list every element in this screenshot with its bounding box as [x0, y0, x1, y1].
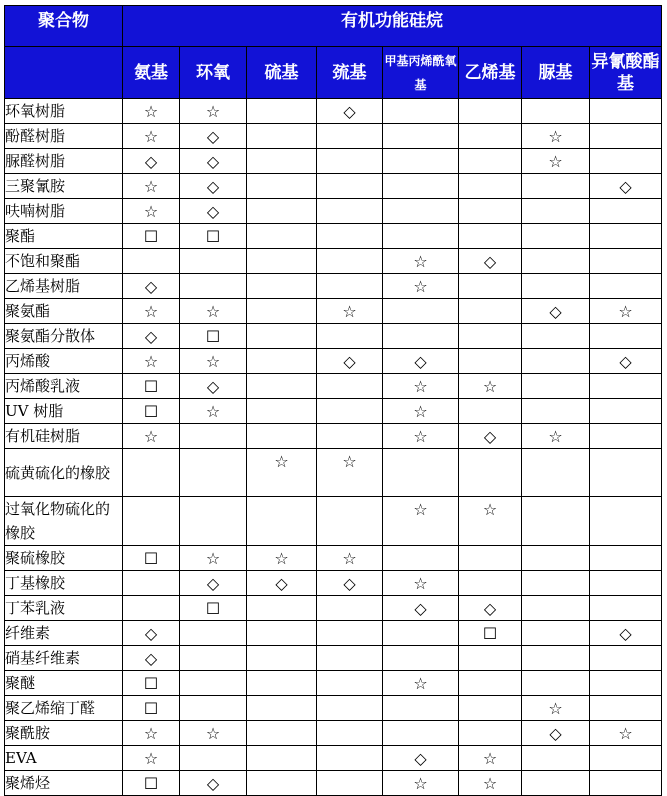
compatibility-cell: [459, 149, 522, 174]
compatibility-cell: [247, 746, 317, 771]
polymer-name: UV 树脂: [5, 399, 123, 424]
compatibility-cell: [459, 199, 522, 224]
table-row: [5, 374, 662, 399]
compatibility-cell: ☐: [123, 671, 180, 696]
compatibility-cell: [459, 671, 522, 696]
compatibility-cell: [383, 324, 459, 349]
compatibility-cell: ◇: [123, 621, 180, 646]
compatibility-cell: [247, 299, 317, 324]
compatibility-cell: [247, 696, 317, 721]
compatibility-cell: [247, 771, 317, 796]
polymer-name: 聚醚: [5, 671, 123, 696]
compatibility-cell: [522, 571, 590, 596]
compatibility-cell: ◇: [180, 149, 247, 174]
compatibility-cell: ◇: [383, 746, 459, 771]
compatibility-cell: [383, 99, 459, 124]
table-row: [5, 124, 662, 149]
compatibility-cell: ☐: [180, 596, 247, 621]
compatibility-cell: [180, 646, 247, 671]
compatibility-cell: [590, 424, 662, 449]
compatibility-cell: ☆: [383, 771, 459, 796]
compatibility-cell: [590, 671, 662, 696]
compatibility-cell: [123, 249, 180, 274]
compatibility-cell: [590, 149, 662, 174]
compatibility-cell: [317, 771, 383, 796]
silane-type-header: 巯基: [317, 47, 383, 99]
compatibility-cell: ☆: [590, 721, 662, 746]
compatibility-cell: [123, 497, 180, 546]
compatibility-cell: [459, 99, 522, 124]
polymer-name: 聚乙烯缩丁醛: [5, 696, 123, 721]
polymer-name: 聚氨酯分散体: [5, 324, 123, 349]
compatibility-cell: ◇: [459, 596, 522, 621]
polymer-name: 丁苯乳液: [5, 596, 123, 621]
table-row: [5, 149, 662, 174]
compatibility-cell: [459, 174, 522, 199]
table-row: [5, 424, 662, 449]
table-row: [5, 671, 662, 696]
compatibility-cell: ☆: [123, 199, 180, 224]
compatibility-cell: ◇: [522, 721, 590, 746]
compatibility-cell: [383, 149, 459, 174]
compatibility-cell: ☆: [123, 349, 180, 374]
compatibility-cell: [180, 696, 247, 721]
compatibility-cell: [459, 324, 522, 349]
compatibility-cell: [247, 349, 317, 374]
polymer-name: 酚醛树脂: [5, 124, 123, 149]
compatibility-cell: [317, 621, 383, 646]
compatibility-cell: [383, 646, 459, 671]
page-top-text-fragment: [8, 0, 660, 3]
polymer-name: 丁基橡胶: [5, 571, 123, 596]
compatibility-cell: ☆: [180, 546, 247, 571]
compatibility-cell: [383, 224, 459, 249]
compatibility-cell: [317, 696, 383, 721]
compatibility-cell: ◇: [590, 349, 662, 374]
functional-silane-header: 有机功能硅烷: [123, 6, 662, 47]
compatibility-cell: ☆: [459, 374, 522, 399]
compatibility-cell: [459, 449, 522, 497]
compatibility-cell: [317, 249, 383, 274]
compatibility-cell: [522, 596, 590, 621]
table-row: [5, 174, 662, 199]
compatibility-cell: [590, 596, 662, 621]
silane-type-header: 硫基: [247, 47, 317, 99]
compatibility-cell: ◇: [180, 771, 247, 796]
compatibility-cell: ☆: [180, 399, 247, 424]
silane-compatibility-table: [4, 5, 662, 796]
compatibility-cell: [317, 224, 383, 249]
polymer-name: 聚硫橡胶: [5, 546, 123, 571]
compatibility-cell: [247, 497, 317, 546]
compatibility-cell: [180, 424, 247, 449]
compatibility-cell: ☆: [317, 449, 383, 497]
compatibility-cell: [383, 546, 459, 571]
compatibility-cell: ☆: [383, 571, 459, 596]
compatibility-cell: [317, 399, 383, 424]
compatibility-cell: ☐: [123, 546, 180, 571]
compatibility-cell: ☐: [123, 224, 180, 249]
polymer-name: 环氧树脂: [5, 99, 123, 124]
compatibility-cell: ☆: [459, 771, 522, 796]
compatibility-cell: [383, 299, 459, 324]
compatibility-cell: [590, 399, 662, 424]
compatibility-cell: [522, 497, 590, 546]
compatibility-cell: [383, 696, 459, 721]
polymer-name: 聚烯烃: [5, 771, 123, 796]
compatibility-cell: [459, 696, 522, 721]
compatibility-cell: [459, 224, 522, 249]
compatibility-cell: [247, 149, 317, 174]
compatibility-cell: ◇: [317, 99, 383, 124]
compatibility-cell: [247, 721, 317, 746]
compatibility-cell: ☆: [123, 721, 180, 746]
compatibility-cell: [317, 721, 383, 746]
table-row: [5, 99, 662, 124]
compatibility-cell: ☆: [522, 696, 590, 721]
polymer-header-blank: [5, 47, 123, 99]
compatibility-cell: [247, 274, 317, 299]
compatibility-cell: [317, 497, 383, 546]
compatibility-cell: ◇: [317, 571, 383, 596]
compatibility-cell: [522, 324, 590, 349]
compatibility-cell: [590, 771, 662, 796]
table-row: [5, 546, 662, 571]
table-row: [5, 299, 662, 324]
compatibility-cell: [590, 124, 662, 149]
table-row: [5, 571, 662, 596]
compatibility-cell: ☆: [522, 149, 590, 174]
compatibility-cell: [317, 671, 383, 696]
table-row: [5, 497, 662, 546]
compatibility-cell: [247, 99, 317, 124]
polymer-column-header: 聚合物: [5, 6, 123, 47]
page-bottom-text-fragment: [8, 785, 660, 790]
compatibility-cell: ☆: [317, 546, 383, 571]
polymer-name: 脲醛树脂: [5, 149, 123, 174]
compatibility-cell: ◇: [383, 596, 459, 621]
compatibility-cell: [590, 746, 662, 771]
compatibility-cell: ☐: [123, 771, 180, 796]
compatibility-cell: [590, 571, 662, 596]
compatibility-cell: ◇: [590, 174, 662, 199]
table-row: [5, 746, 662, 771]
polymer-name: 三聚氰胺: [5, 174, 123, 199]
compatibility-cell: ☆: [123, 424, 180, 449]
compatibility-cell: [317, 174, 383, 199]
compatibility-cell: [590, 497, 662, 546]
table-row: [5, 696, 662, 721]
compatibility-cell: [383, 199, 459, 224]
compatibility-cell: [180, 671, 247, 696]
compatibility-cell: ☆: [383, 497, 459, 546]
compatibility-cell: ☆: [180, 99, 247, 124]
polymer-name: EVA: [5, 746, 123, 771]
compatibility-cell: ◇: [123, 646, 180, 671]
compatibility-cell: ☆: [123, 174, 180, 199]
compatibility-cell: ☆: [459, 497, 522, 546]
table-row: [5, 771, 662, 796]
compatibility-cell: ☆: [522, 424, 590, 449]
compatibility-cell: [459, 646, 522, 671]
compatibility-cell: [123, 449, 180, 497]
polymer-name: 聚氨酯: [5, 299, 123, 324]
compatibility-cell: [123, 571, 180, 596]
compatibility-cell: [247, 324, 317, 349]
compatibility-cell: ☆: [247, 546, 317, 571]
compatibility-cell: ◇: [522, 299, 590, 324]
compatibility-cell: [180, 746, 247, 771]
compatibility-cell: [590, 199, 662, 224]
compatibility-cell: ☆: [383, 249, 459, 274]
compatibility-cell: [522, 274, 590, 299]
compatibility-cell: ◇: [317, 349, 383, 374]
compatibility-cell: ◇: [123, 324, 180, 349]
compatibility-cell: [180, 449, 247, 497]
compatibility-cell: ◇: [123, 274, 180, 299]
compatibility-cell: [590, 274, 662, 299]
compatibility-cell: [247, 596, 317, 621]
table-row: [5, 324, 662, 349]
compatibility-cell: ◇: [590, 621, 662, 646]
compatibility-cell: ☆: [247, 449, 317, 497]
compatibility-cell: [522, 771, 590, 796]
polymer-name: 聚酰胺: [5, 721, 123, 746]
compatibility-cell: [180, 274, 247, 299]
compatibility-cell: [317, 374, 383, 399]
compatibility-cell: [247, 621, 317, 646]
silane-type-header: 脲基: [522, 47, 590, 99]
polymer-name: 聚酯: [5, 224, 123, 249]
table-row: [5, 224, 662, 249]
compatibility-cell: ☆: [383, 274, 459, 299]
compatibility-cell: ☐: [123, 399, 180, 424]
compatibility-cell: [317, 596, 383, 621]
compatibility-cell: ◇: [180, 124, 247, 149]
compatibility-cell: ☆: [123, 99, 180, 124]
table-row: [5, 721, 662, 746]
compatibility-cell: ◇: [180, 199, 247, 224]
compatibility-cell: ☆: [522, 124, 590, 149]
compatibility-cell: [247, 199, 317, 224]
compatibility-cell: ☆: [459, 746, 522, 771]
silane-type-header: 氨基: [123, 47, 180, 99]
compatibility-cell: [590, 249, 662, 274]
compatibility-cell: [590, 324, 662, 349]
silane-type-header: 环氧: [180, 47, 247, 99]
compatibility-cell: ☐: [123, 696, 180, 721]
compatibility-cell: [317, 746, 383, 771]
polymer-name: 有机硅树脂: [5, 424, 123, 449]
compatibility-cell: ◇: [180, 174, 247, 199]
compatibility-cell: [590, 696, 662, 721]
compatibility-cell: ☆: [123, 299, 180, 324]
compatibility-cell: [522, 621, 590, 646]
compatibility-cell: [522, 249, 590, 274]
compatibility-cell: [590, 546, 662, 571]
compatibility-cell: [317, 324, 383, 349]
compatibility-cell: ◇: [123, 149, 180, 174]
table-row: [5, 596, 662, 621]
polymer-name: 纤维素: [5, 621, 123, 646]
compatibility-cell: [317, 199, 383, 224]
compatibility-cell: ☆: [123, 746, 180, 771]
compatibility-cell: [383, 721, 459, 746]
compatibility-cell: [590, 224, 662, 249]
compatibility-cell: [522, 546, 590, 571]
polymer-name: 硫黄硫化的橡胶: [5, 449, 123, 497]
polymer-name: 过氧化物硫化的橡胶: [5, 497, 123, 546]
compatibility-cell: [247, 424, 317, 449]
table-row: [5, 249, 662, 274]
compatibility-cell: [383, 621, 459, 646]
compatibility-cell: ☐: [459, 621, 522, 646]
compatibility-cell: [590, 646, 662, 671]
compatibility-cell: [247, 174, 317, 199]
compatibility-cell: ☐: [180, 224, 247, 249]
compatibility-cell: [522, 349, 590, 374]
table-row: [5, 621, 662, 646]
compatibility-cell: [383, 449, 459, 497]
compatibility-cell: ☆: [383, 374, 459, 399]
compatibility-cell: ☆: [383, 671, 459, 696]
polymer-name: 不饱和聚酯: [5, 249, 123, 274]
compatibility-cell: [180, 249, 247, 274]
compatibility-cell: [180, 497, 247, 546]
compatibility-cell: [247, 399, 317, 424]
compatibility-cell: [459, 571, 522, 596]
compatibility-cell: ◇: [383, 349, 459, 374]
compatibility-cell: ◇: [459, 249, 522, 274]
compatibility-cell: [317, 424, 383, 449]
compatibility-cell: [590, 374, 662, 399]
compatibility-cell: [522, 174, 590, 199]
compatibility-cell: [317, 149, 383, 174]
compatibility-cell: [383, 124, 459, 149]
compatibility-cell: ◇: [247, 571, 317, 596]
compatibility-cell: [522, 646, 590, 671]
compatibility-cell: [317, 124, 383, 149]
compatibility-cell: [247, 124, 317, 149]
compatibility-cell: [459, 546, 522, 571]
compatibility-cell: ☆: [383, 399, 459, 424]
compatibility-cell: [383, 174, 459, 199]
compatibility-cell: ☆: [180, 349, 247, 374]
compatibility-cell: [180, 621, 247, 646]
compatibility-cell: [522, 199, 590, 224]
compatibility-cell: ☆: [123, 124, 180, 149]
compatibility-cell: [317, 274, 383, 299]
polymer-name: 丙烯酸: [5, 349, 123, 374]
compatibility-cell: [590, 99, 662, 124]
silane-type-header: 乙烯基: [459, 47, 522, 99]
compatibility-cell: [247, 646, 317, 671]
compatibility-cell: [459, 299, 522, 324]
compatibility-cell: [590, 449, 662, 497]
silane-type-header: 甲基丙烯酰氧基: [383, 47, 459, 99]
compatibility-cell: [247, 224, 317, 249]
table-row: [5, 199, 662, 224]
compatibility-cell: [247, 374, 317, 399]
compatibility-cell: ◇: [180, 374, 247, 399]
polymer-name: 丙烯酸乳液: [5, 374, 123, 399]
table-row: [5, 274, 662, 299]
silane-type-header: 异氰酸酯基: [590, 47, 662, 99]
polymer-name: 乙烯基树脂: [5, 274, 123, 299]
compatibility-cell: [459, 399, 522, 424]
polymer-name: 硝基纤维素: [5, 646, 123, 671]
compatibility-cell: [459, 349, 522, 374]
compatibility-cell: [522, 746, 590, 771]
compatibility-cell: [522, 399, 590, 424]
compatibility-cell: [459, 721, 522, 746]
compatibility-cell: [123, 596, 180, 621]
compatibility-cell: ☆: [317, 299, 383, 324]
compatibility-cell: ☆: [180, 721, 247, 746]
compatibility-cell: ☆: [590, 299, 662, 324]
compatibility-cell: [247, 671, 317, 696]
compatibility-cell: [522, 224, 590, 249]
polymer-name: 呋喃树脂: [5, 199, 123, 224]
compatibility-cell: ☐: [180, 324, 247, 349]
compatibility-cell: [522, 99, 590, 124]
table-row: [5, 646, 662, 671]
compatibility-cell: [522, 671, 590, 696]
compatibility-cell: ◇: [180, 571, 247, 596]
compatibility-cell: [522, 449, 590, 497]
compatibility-cell: [459, 274, 522, 299]
compatibility-cell: ☆: [383, 424, 459, 449]
table-row: [5, 399, 662, 424]
compatibility-cell: [317, 646, 383, 671]
compatibility-cell: ☐: [123, 374, 180, 399]
compatibility-cell: ◇: [459, 424, 522, 449]
table-row: [5, 349, 662, 374]
compatibility-cell: [522, 374, 590, 399]
table-row: [5, 449, 662, 497]
compatibility-cell: [459, 124, 522, 149]
compatibility-cell: [247, 249, 317, 274]
compatibility-cell: ☆: [180, 299, 247, 324]
